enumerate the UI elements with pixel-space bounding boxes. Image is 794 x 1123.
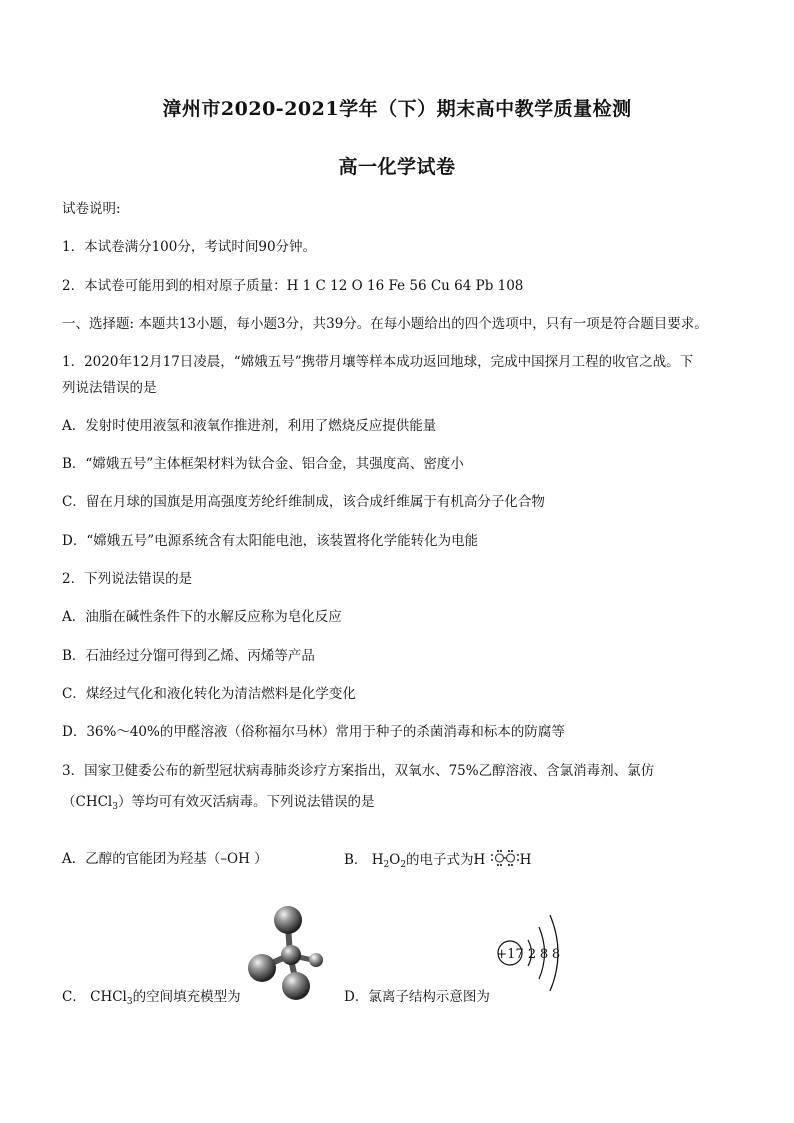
instructions-heading: 试卷说明: (62, 201, 121, 217)
chcl3-space-filling-model-icon (240, 900, 340, 1005)
q1-option-d: D．“嫦娥五号”电源系统含有太阳能电池，该装置将化学能转化为电能 (62, 533, 479, 549)
electron-dots-icon (490, 849, 520, 867)
q3-stem-line-1: 3．国家卫健委公布的新型冠状病毒肺炎诊疗方案指出，双氧水、75%乙醇溶液、含氯消毒剂、氯仿 (62, 763, 655, 779)
ion-nucleus-charge: +17 (496, 947, 524, 962)
q1-stem-line-2: 列说法错误的是 (62, 380, 157, 396)
chloride-ion-structure-diagram (490, 905, 590, 1000)
q2-option-d: D．36%～40%的甲醛溶液（俗称福尔马林）常用于种子的杀菌消毒和标本的防腐等 (62, 724, 565, 740)
q2-stem: 2．下列说法错误的是 (62, 571, 193, 587)
instruction-item-1: 1．本试卷满分100分，考试时间90分钟。 (62, 239, 317, 255)
ion-shell-1-electrons: 2 (527, 947, 537, 962)
q3-option-d: D．氯离子结构示意图为 (344, 989, 490, 1005)
q3-option-a: A．乙醇的官能团为羟基（–OH ） (62, 851, 268, 867)
q1-option-b: B．“嫦娥五号”主体框架材料为钛合金、铝合金，其强度高、密度小 (62, 456, 464, 472)
q1-option-a: A．发射时使用液氢和液氧作推进剂，利用了燃烧反应提供能量 (62, 418, 437, 434)
q3-option-b: B． $H_2O_2$的电子式为H H (344, 849, 531, 875)
q1-stem-line-1: 1．2020年12月17日凌晨，“嫦娥五号”携带月壤等样本成功返回地球，完成中国探月工程的收官之战。下 (62, 354, 694, 370)
q3-stem-line-2: （CHCl$_3$）等均可有效灭活病毒。下列说法错误的是 (62, 794, 375, 812)
instruction-item-2: 2．本试卷可能用到的相对原子质量：H 1 C 12 O 16 Fe 56 Cu 64 Pb 108 (62, 278, 524, 294)
ion-shell-3-electrons: 8 (551, 947, 561, 962)
q2-option-a: A．油脂在碱性条件下的水解反应称为皂化反应 (62, 609, 342, 625)
exam-title: 漳州市2020-2021学年（下）期末高中教学质量检测 (162, 98, 632, 120)
q1-option-c: C．留在月球的国旗是用高强度芳纶纤维制成，该合成纤维属于有机高分子化合物 (62, 494, 545, 510)
section-1-heading: 一、选择题: 本题共13小题，每小题3分，共39分。在每小题给出的四个选项中，只有一项是符合题目要求。 (62, 316, 708, 332)
q2-option-b: B．石油经过分馏可得到乙烯、丙烯等产品 (62, 648, 315, 664)
electron-formula-h-left: H (473, 852, 486, 868)
q3-option-c: C． CHCl$_3$的空间填充模型为 (62, 989, 241, 1007)
exam-subtitle: 高一化学试卷 (338, 156, 456, 178)
q2-option-c: C．煤经过气化和液化转化为清洁燃料是化学变化 (62, 686, 356, 702)
ion-shell-2-electrons: 8 (539, 947, 549, 962)
electron-formula-h-right: H (519, 852, 532, 868)
